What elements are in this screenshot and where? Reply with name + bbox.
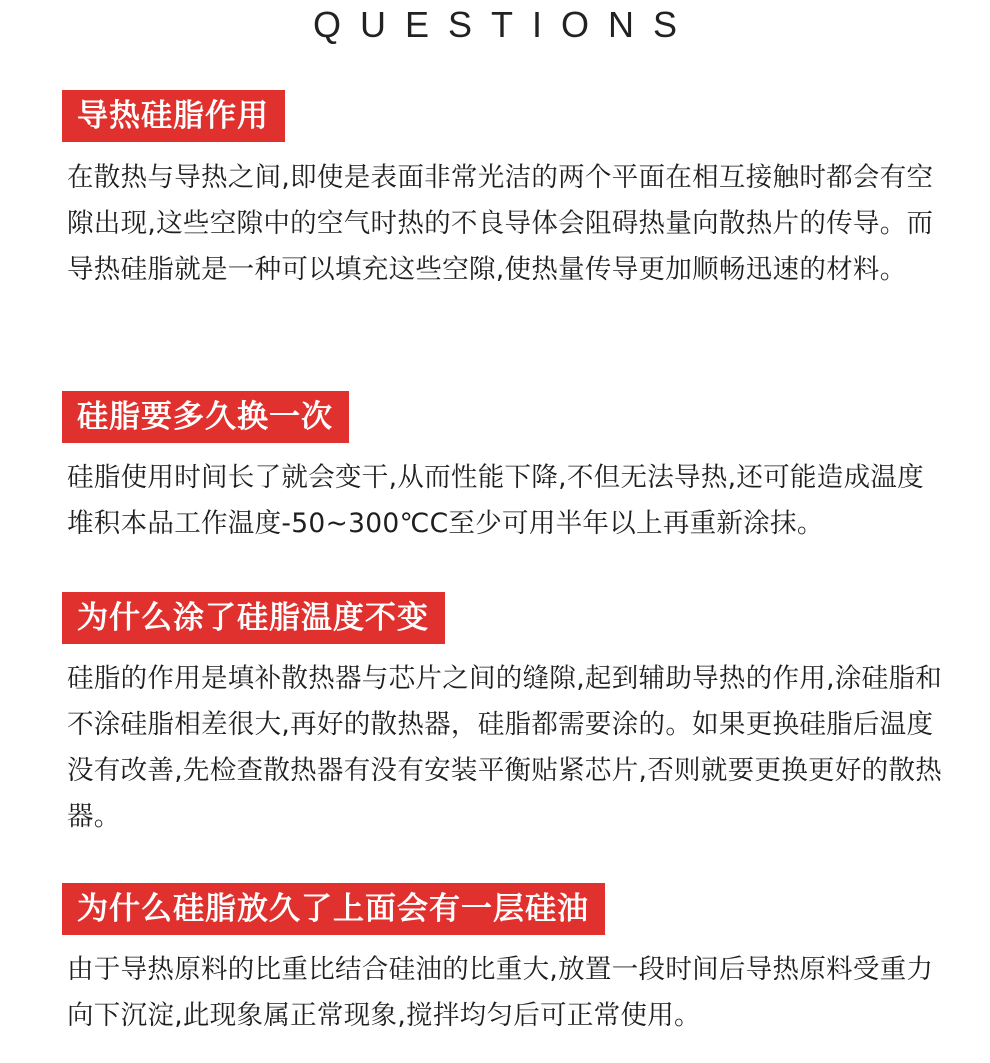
page-title: QUESTIONS (312, 4, 697, 45)
section-title: 硅脂要多久换一次 (62, 391, 349, 443)
section-text: 在散热与导热之间,即使是表面非常光洁的两个平面在相互接触时都会有空隙出现,这些空隙中的空气时热的不良导体会阻碍热量向散热片的传导。而导热硅脂就是一种可以填充这些空隙,使热量传导更加顺畅迅速的材料。 (67, 162, 934, 285)
section-text: 由于导热原料的比重比结合硅油的比重大,放置一段时间后导热原料受重力向下沉淀,此现象属正常现象,搅拌均匀后可正常使用。 (67, 954, 934, 1031)
section-title: 为什么硅脂放久了上面会有一层硅油 (62, 883, 605, 935)
section-text: 硅脂使用时间长了就会变干,从而性能下降,不但无法导热,还可能造成温度堆积本品工作温度-50~300℃C至少可用半年以上再重新涂抹。 (67, 462, 924, 539)
section-title: 为什么涂了硅脂温度不变 (62, 592, 445, 644)
section-title: 导热硅脂作用 (62, 90, 285, 142)
section-text: 硅脂的作用是填补散热器与芯片之间的缝隙,起到辅助导热的作用,涂硅脂和不涂硅脂相差很大,再好的散热器，硅脂都需要涂的。如果更换硅脂后温度没有改善,先检查散热器有没有安装平衡贴紧芯片,否则就要更换更好的散热器。 (67, 663, 943, 832)
